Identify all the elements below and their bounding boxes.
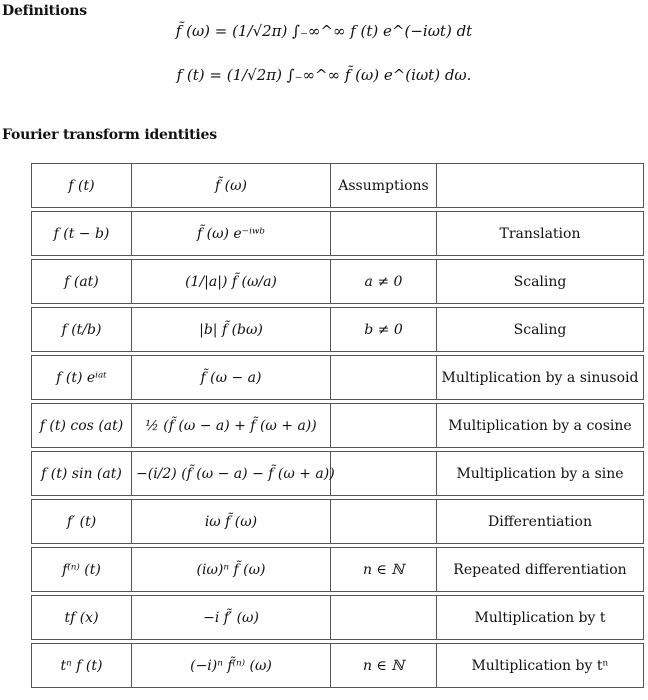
function-cell: f⁽ⁿ⁾ (t) <box>31 547 131 592</box>
table-row <box>31 643 644 688</box>
identities-heading: Fourier transform identities <box>2 127 217 143</box>
assumptions-cell: b ≠ 0 <box>330 307 436 352</box>
description-cell: Scaling <box>436 259 644 304</box>
assumptions-cell: n ∈ ℕ <box>330 547 436 592</box>
transform-cell: f̃ (ω) e⁻ⁱʷᵇ <box>131 211 330 256</box>
assumptions-cell <box>330 451 436 496</box>
inverse-transform-formula: f (t) = (1/√2π) ∫₋∞^∞ f̃ (ω) e^(iωt) dω. <box>176 66 472 84</box>
description-cell: Multiplication by a sine <box>436 451 644 496</box>
table-row <box>31 307 644 352</box>
function-cell: f (t − b) <box>31 211 131 256</box>
description-cell: Multiplication by tⁿ <box>436 643 644 688</box>
transform-cell: (1/|a|) f̃ (ω/a) <box>131 259 330 304</box>
header-description <box>436 163 644 208</box>
transform-cell: −(i/2) (f̃ (ω − a) − f̃ (ω + a)) <box>131 451 330 496</box>
description-cell: Scaling <box>436 307 644 352</box>
assumptions-cell <box>330 211 436 256</box>
table-row <box>31 499 644 544</box>
transform-cell: f̃ (ω − a) <box>131 355 330 400</box>
assumptions-cell <box>330 499 436 544</box>
transform-cell: (−i)ⁿ f̃⁽ⁿ⁾ (ω) <box>131 643 330 688</box>
transform-cell: −i f̃′ (ω) <box>131 595 330 640</box>
description-cell: Multiplication by t <box>436 595 644 640</box>
table-row <box>31 211 644 256</box>
description-cell: Multiplication by a cosine <box>436 403 644 448</box>
table-row <box>31 403 644 448</box>
function-cell: f′ (t) <box>31 499 131 544</box>
header-assumptions: Assumptions <box>330 163 436 208</box>
assumptions-cell: n ∈ ℕ <box>330 643 436 688</box>
table-row <box>31 595 644 640</box>
forward-transform-formula: f̃ (ω) = (1/√2π) ∫₋∞^∞ f (t) e^(−iωt) dt <box>175 22 473 40</box>
transform-cell: iω f̃ (ω) <box>131 499 330 544</box>
description-cell: Multiplication by a sinusoid <box>436 355 644 400</box>
definitions-heading: Definitions <box>2 3 87 19</box>
function-cell: f (t) sin (at) <box>31 451 131 496</box>
transform-cell: |b| f̃ (bω) <box>131 307 330 352</box>
function-cell: f (at) <box>31 259 131 304</box>
assumptions-cell <box>330 595 436 640</box>
header-function: f (t) <box>31 163 131 208</box>
function-cell: tf (x) <box>31 595 131 640</box>
description-cell: Translation <box>436 211 644 256</box>
table-body <box>31 163 644 688</box>
transform-cell: (iω)ⁿ f̃ (ω) <box>131 547 330 592</box>
assumptions-cell <box>330 355 436 400</box>
transform-cell: ½ (f̃ (ω − a) + f̃ (ω + a)) <box>131 403 330 448</box>
table-row <box>31 355 644 400</box>
fourier-identities-table <box>31 160 644 691</box>
function-cell: tⁿ f (t) <box>31 643 131 688</box>
function-cell: f (t/b) <box>31 307 131 352</box>
function-cell: f (t) eⁱᵃᵗ <box>31 355 131 400</box>
function-cell: f (t) cos (at) <box>31 403 131 448</box>
assumptions-cell <box>330 403 436 448</box>
table-row <box>31 547 644 592</box>
table-header-row <box>31 163 644 208</box>
description-cell: Differentiation <box>436 499 644 544</box>
assumptions-cell: a ≠ 0 <box>330 259 436 304</box>
header-transform: f̃ (ω) <box>131 163 330 208</box>
table-row <box>31 451 644 496</box>
description-cell: Repeated differentiation <box>436 547 644 592</box>
table-row <box>31 259 644 304</box>
